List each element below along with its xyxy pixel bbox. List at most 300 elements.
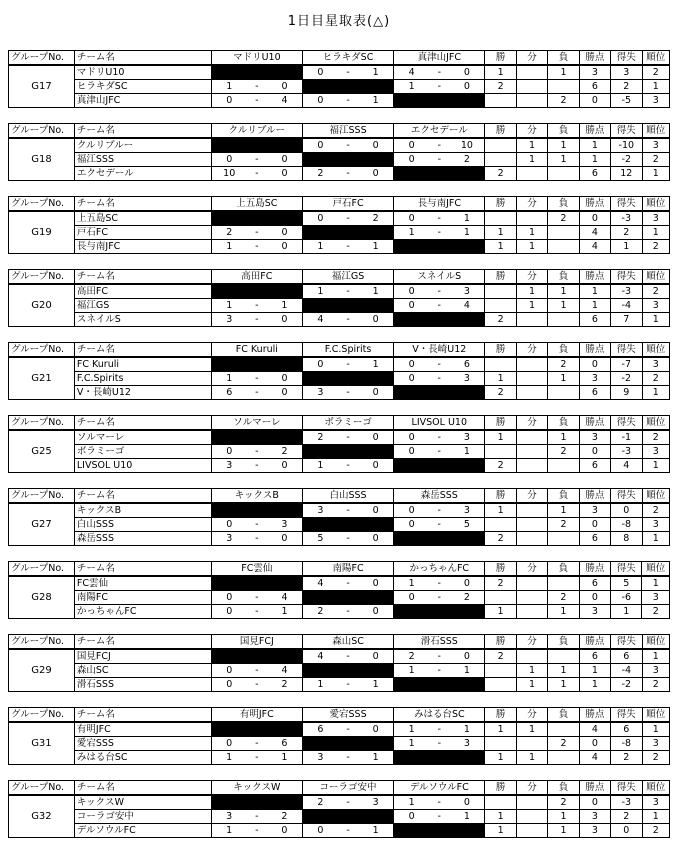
team-name: 福江SSS <box>74 153 211 167</box>
header-opponent: みはる台SC <box>394 708 485 723</box>
stat-goal-diff: -3 <box>611 284 642 299</box>
score-for: 0 <box>211 445 246 459</box>
header-win: 勝 <box>485 416 516 431</box>
header-loss: 負 <box>548 416 579 431</box>
header-goal-diff: 得失 <box>611 416 642 431</box>
score-separator: - <box>429 591 449 605</box>
stat-draw: 1 <box>516 751 547 765</box>
header-draw: 分 <box>516 343 547 358</box>
stat-rank: 2 <box>642 824 669 838</box>
score-for: 0 <box>211 591 246 605</box>
score-against: 4 <box>267 591 302 605</box>
stat-goal-diff: -2 <box>611 372 642 386</box>
team-name: かっちゃんFC <box>74 605 211 619</box>
group-table <box>8 561 670 619</box>
stat-draw <box>516 94 547 108</box>
score-separator: - <box>247 664 267 678</box>
header-draw: 分 <box>516 416 547 431</box>
header-opponent: 長与南JFC <box>394 197 485 212</box>
header-win: 勝 <box>485 635 516 650</box>
stat-draw <box>516 372 547 386</box>
stat-rank: 3 <box>642 445 669 459</box>
header-draw: 分 <box>516 781 547 796</box>
team-name: デルソウルFC <box>74 824 211 838</box>
stat-rank: 2 <box>642 372 670 386</box>
stat-loss: 2 <box>548 445 579 459</box>
stat-loss <box>548 532 579 546</box>
table-row <box>9 430 670 445</box>
stat-rank: 3 <box>642 591 670 605</box>
group-header-row <box>9 197 670 212</box>
stat-rank: 1 <box>642 649 669 664</box>
group-id: G28 <box>9 576 75 619</box>
stat-loss <box>548 167 579 181</box>
stat-points: 1 <box>579 664 610 678</box>
score-for: 0 <box>211 605 246 619</box>
table-row <box>9 591 670 605</box>
stat-loss: 1 <box>548 824 579 838</box>
stat-loss <box>548 751 579 765</box>
score-against: 0 <box>267 313 302 327</box>
score-against: 1 <box>358 357 393 372</box>
header-goal-diff: 得失 <box>611 562 642 577</box>
stat-points: 3 <box>579 430 610 445</box>
table-row <box>9 751 670 765</box>
score-against: 4 <box>267 664 303 678</box>
score-against: 3 <box>449 372 484 386</box>
header-rank: 順位 <box>642 343 670 358</box>
score-separator: - <box>338 649 358 664</box>
header-opponent: コーラゴ安中 <box>302 781 393 796</box>
score-separator: - <box>429 430 449 445</box>
team-name: 森山SC <box>74 664 211 678</box>
score-for: 0 <box>302 357 337 372</box>
stat-rank: 2 <box>642 65 669 80</box>
header-group-no: グループNo. <box>9 51 75 66</box>
self-match-block <box>394 678 485 692</box>
stat-loss: 1 <box>548 430 579 445</box>
header-team-name: チーム名 <box>74 562 211 577</box>
self-match-block <box>394 240 485 254</box>
stat-rank: 1 <box>642 386 670 400</box>
header-points: 勝点 <box>579 635 610 650</box>
header-group-no: グループNo. <box>9 197 75 212</box>
stat-points: 0 <box>579 518 610 532</box>
score-separator: - <box>247 240 267 254</box>
score-separator: - <box>429 810 449 824</box>
stat-loss: 2 <box>548 591 579 605</box>
group-table <box>8 634 670 692</box>
group-header-row <box>9 270 670 285</box>
stat-points: 4 <box>579 722 610 737</box>
header-group-no: グループNo. <box>9 781 75 796</box>
score-against: 0 <box>449 795 485 810</box>
score-separator: - <box>338 824 358 838</box>
team-name: エクセデール <box>74 167 211 181</box>
self-match-block <box>302 737 393 751</box>
score-separator: - <box>338 313 358 327</box>
header-opponent: 国見FCJ <box>211 635 302 650</box>
stat-rank: 3 <box>642 94 669 108</box>
team-name: 南陽FC <box>74 591 211 605</box>
score-against: 1 <box>267 299 302 313</box>
stat-goal-diff: -2 <box>611 153 642 167</box>
header-opponent: 高田FC <box>211 270 302 285</box>
team-name: 国見FCJ <box>74 649 211 664</box>
header-points: 勝点 <box>579 781 610 796</box>
header-opponent: V・長崎U12 <box>394 343 485 358</box>
score-for: 1 <box>394 737 429 751</box>
stat-rank: 1 <box>642 80 669 94</box>
header-win: 勝 <box>485 562 516 577</box>
table-row <box>9 313 670 327</box>
header-rank: 順位 <box>642 708 669 723</box>
score-separator: - <box>338 532 358 546</box>
header-win: 勝 <box>485 781 516 796</box>
score-separator: - <box>338 284 358 299</box>
score-against: 1 <box>358 824 394 838</box>
stat-goal-diff: 2 <box>611 810 642 824</box>
stat-draw <box>516 459 547 473</box>
stat-rank: 1 <box>642 576 670 591</box>
stat-goal-diff: 1 <box>611 240 642 254</box>
score-for: 0 <box>394 518 429 532</box>
score-separator: - <box>429 576 449 591</box>
self-match-block <box>302 445 393 459</box>
stat-rank: 3 <box>642 357 670 372</box>
stat-draw <box>516 576 547 591</box>
score-against: 2 <box>449 591 484 605</box>
header-loss: 負 <box>548 124 579 139</box>
stat-points: 4 <box>579 240 610 254</box>
score-for: 1 <box>211 372 246 386</box>
stat-draw <box>516 649 547 664</box>
stat-draw <box>516 591 547 605</box>
stat-rank: 2 <box>642 284 669 299</box>
self-match-block <box>211 211 302 226</box>
stat-win <box>485 357 516 372</box>
stat-goal-diff: 3 <box>611 65 642 80</box>
group-header-row <box>9 124 670 139</box>
stat-draw: 1 <box>516 664 547 678</box>
stat-draw <box>516 605 547 619</box>
score-against: 0 <box>267 80 303 94</box>
team-name: キックスW <box>74 795 211 810</box>
header-rank: 順位 <box>642 562 670 577</box>
score-separator: - <box>338 605 358 619</box>
table-row <box>9 795 670 810</box>
self-match-block <box>211 138 302 153</box>
score-for: 1 <box>302 459 337 473</box>
group-table <box>8 123 670 181</box>
stat-rank: 1 <box>642 459 669 473</box>
score-separator: - <box>247 605 267 619</box>
stat-loss <box>548 459 579 473</box>
header-group-no: グループNo. <box>9 416 75 431</box>
score-against: 0 <box>449 649 485 664</box>
header-rank: 順位 <box>642 51 669 66</box>
header-draw: 分 <box>516 708 547 723</box>
stat-points: 3 <box>579 65 610 80</box>
self-match-block <box>394 751 485 765</box>
stat-win <box>485 678 516 692</box>
team-name: ソルマーレ <box>74 430 211 445</box>
score-separator: - <box>247 313 267 327</box>
stat-win <box>485 591 516 605</box>
team-name: みはる台SC <box>74 751 211 765</box>
score-against: 0 <box>358 386 393 400</box>
header-opponent: マドリU10 <box>211 51 302 66</box>
header-team-name: チーム名 <box>74 635 211 650</box>
score-against: 1 <box>358 94 393 108</box>
stat-rank: 2 <box>642 605 670 619</box>
score-against: 0 <box>267 226 303 240</box>
score-separator: - <box>247 678 267 692</box>
header-opponent: ソルマーレ <box>211 416 302 431</box>
stat-rank: 1 <box>642 722 669 737</box>
team-name: ボラミーゴ <box>74 445 211 459</box>
score-separator: - <box>247 751 267 765</box>
stat-goal-diff: -6 <box>611 591 642 605</box>
stat-rank: 3 <box>642 518 669 532</box>
stat-points: 0 <box>579 795 610 810</box>
table-row <box>9 240 670 254</box>
score-for: 0 <box>394 357 429 372</box>
header-win: 勝 <box>485 124 516 139</box>
score-separator: - <box>338 751 358 765</box>
score-separator: - <box>338 94 358 108</box>
stat-points: 3 <box>579 810 610 824</box>
score-separator: - <box>338 167 358 181</box>
score-separator: - <box>338 722 358 737</box>
score-against: 0 <box>267 372 303 386</box>
stat-win <box>485 138 516 153</box>
stat-rank: 3 <box>642 299 669 313</box>
score-against: 3 <box>449 430 485 445</box>
score-separator: - <box>429 80 449 94</box>
table-row <box>9 824 670 838</box>
score-for: 3 <box>211 313 246 327</box>
stat-rank: 3 <box>642 664 669 678</box>
header-draw: 分 <box>516 562 547 577</box>
stat-rank: 1 <box>642 167 669 181</box>
stat-loss: 1 <box>548 503 579 518</box>
stat-draw <box>516 824 547 838</box>
header-team-name: チーム名 <box>74 489 211 504</box>
header-team-name: チーム名 <box>74 124 211 139</box>
stat-win: 1 <box>485 722 516 737</box>
score-separator: - <box>338 240 358 254</box>
score-against: 3 <box>358 795 394 810</box>
stat-win: 1 <box>485 605 516 619</box>
score-against: 0 <box>358 503 394 518</box>
stat-points: 3 <box>579 605 610 619</box>
score-separator: - <box>247 737 267 751</box>
score-against: 0 <box>358 313 394 327</box>
header-opponent: 南陽FC <box>302 562 393 577</box>
score-separator: - <box>338 357 358 372</box>
stat-goal-diff: 2 <box>611 80 642 94</box>
table-row <box>9 678 670 692</box>
stat-goal-diff: 12 <box>611 167 642 181</box>
stat-win: 2 <box>485 80 516 94</box>
score-against: 1 <box>449 664 485 678</box>
score-against: 4 <box>267 94 303 108</box>
stat-goal-diff: 0 <box>611 503 642 518</box>
stat-rank: 2 <box>642 430 669 445</box>
score-separator: - <box>429 153 449 167</box>
score-against: 0 <box>358 605 393 619</box>
stat-goal-diff: 2 <box>611 226 642 240</box>
group-header-row <box>9 781 670 796</box>
stat-loss: 1 <box>548 153 579 167</box>
header-group-no: グループNo. <box>9 708 75 723</box>
self-match-block <box>394 313 485 327</box>
score-separator: - <box>247 80 267 94</box>
score-separator: - <box>247 94 267 108</box>
score-for: 4 <box>302 649 337 664</box>
team-name: マドリU10 <box>74 65 211 80</box>
table-row <box>9 80 670 94</box>
score-against: 1 <box>267 605 302 619</box>
score-against: 2 <box>267 810 302 824</box>
score-separator: - <box>247 445 267 459</box>
stat-points: 1 <box>579 138 610 153</box>
self-match-block <box>302 80 393 94</box>
score-against: 0 <box>358 722 394 737</box>
stat-loss: 1 <box>548 605 579 619</box>
score-for: 0 <box>211 94 246 108</box>
score-for: 0 <box>302 138 337 153</box>
table-row <box>9 576 670 591</box>
header-team-name: チーム名 <box>74 197 211 212</box>
stat-draw: 1 <box>516 284 547 299</box>
stat-rank: 3 <box>642 138 669 153</box>
score-separator: - <box>429 372 449 386</box>
score-separator: - <box>429 284 449 299</box>
stat-loss: 1 <box>548 65 579 80</box>
stat-win: 1 <box>485 503 516 518</box>
group-id: G27 <box>9 503 75 546</box>
score-against: 1 <box>449 211 484 226</box>
stat-goal-diff: 1 <box>611 605 642 619</box>
score-separator: - <box>338 138 358 153</box>
score-for: 1 <box>302 240 337 254</box>
header-team-name: チーム名 <box>74 270 211 285</box>
header-win: 勝 <box>485 708 516 723</box>
table-row <box>9 94 670 108</box>
score-for: 0 <box>211 664 246 678</box>
score-separator: - <box>247 386 267 400</box>
stat-loss: 2 <box>548 518 579 532</box>
self-match-block <box>302 664 393 678</box>
score-against: 3 <box>267 518 302 532</box>
header-draw: 分 <box>516 270 547 285</box>
header-rank: 順位 <box>642 270 669 285</box>
stat-loss: 2 <box>548 737 579 751</box>
header-loss: 負 <box>548 51 579 66</box>
group-id: G31 <box>9 722 75 765</box>
team-name: 愛宕SSS <box>74 737 211 751</box>
stat-win: 1 <box>485 430 516 445</box>
stat-draw: 1 <box>516 138 547 153</box>
header-points: 勝点 <box>579 51 610 66</box>
stat-points: 1 <box>579 299 610 313</box>
stat-draw: 1 <box>516 678 547 692</box>
stat-points: 6 <box>579 386 610 400</box>
team-name: FC Kuruli <box>74 357 211 372</box>
table-row <box>9 649 670 664</box>
stat-loss: 1 <box>548 138 579 153</box>
stat-points: 0 <box>579 357 610 372</box>
header-points: 勝点 <box>579 124 610 139</box>
group-id: G21 <box>9 357 75 400</box>
score-for: 1 <box>211 824 246 838</box>
header-rank: 順位 <box>642 781 669 796</box>
stat-points: 4 <box>579 751 610 765</box>
score-separator: - <box>429 795 449 810</box>
score-separator: - <box>247 810 267 824</box>
stat-win: 1 <box>485 65 516 80</box>
stat-draw <box>516 167 547 181</box>
stat-win <box>485 94 516 108</box>
header-team-name: チーム名 <box>74 51 211 66</box>
score-against: 6 <box>449 357 484 372</box>
header-opponent: 戸石FC <box>302 197 393 212</box>
stat-points: 3 <box>579 824 610 838</box>
stat-draw <box>516 445 547 459</box>
header-win: 勝 <box>485 197 516 212</box>
stat-points: 0 <box>579 737 610 751</box>
stat-rank: 2 <box>642 153 669 167</box>
team-name: ヒラキダSC <box>74 80 211 94</box>
self-match-block <box>394 605 485 619</box>
header-opponent: ボラミーゴ <box>302 416 393 431</box>
stat-win: 2 <box>485 576 516 591</box>
score-against: 6 <box>267 737 303 751</box>
score-against: 0 <box>358 138 394 153</box>
stat-points: 0 <box>579 94 610 108</box>
score-for: 2 <box>394 649 429 664</box>
stat-goal-diff: -1 <box>611 430 642 445</box>
team-name: 福江GS <box>74 299 211 313</box>
table-row <box>9 138 670 153</box>
group-header-row <box>9 416 670 431</box>
stat-points: 1 <box>579 284 610 299</box>
score-against: 4 <box>449 299 485 313</box>
stat-draw <box>516 503 547 518</box>
stat-win: 1 <box>485 810 516 824</box>
table-row <box>9 722 670 737</box>
score-against: 5 <box>449 518 485 532</box>
score-separator: - <box>429 211 449 226</box>
header-opponent: 愛宕SSS <box>302 708 393 723</box>
table-row <box>9 503 670 518</box>
score-for: 0 <box>302 824 337 838</box>
self-match-block <box>394 167 485 181</box>
score-for: 0 <box>211 153 246 167</box>
stat-points: 6 <box>579 532 610 546</box>
header-win: 勝 <box>485 343 516 358</box>
score-against: 2 <box>267 445 303 459</box>
stat-win <box>485 795 516 810</box>
score-against: 3 <box>449 284 485 299</box>
header-rank: 順位 <box>642 416 669 431</box>
header-loss: 負 <box>548 489 579 504</box>
stat-points: 3 <box>579 503 610 518</box>
self-match-block <box>211 65 302 80</box>
stat-draw <box>516 313 547 327</box>
